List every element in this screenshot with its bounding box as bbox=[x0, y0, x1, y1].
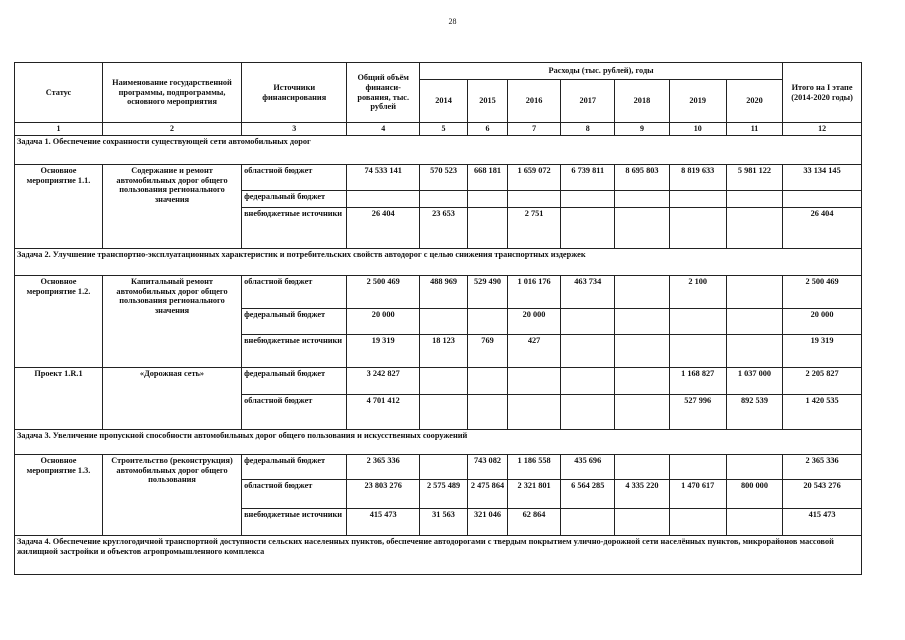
year-cell: 20 000 bbox=[507, 309, 560, 335]
funding-source: внебюджетные источники bbox=[242, 335, 347, 368]
year-cell: 463 734 bbox=[561, 276, 615, 309]
task-heading: Задача 3. Увеличение пропускной способности автомобильных дорог общего пользования и искусственных сооружений bbox=[15, 430, 862, 455]
year-cell: 31 563 bbox=[420, 509, 468, 536]
year-cell: 570 523 bbox=[420, 165, 468, 191]
stage-total-cell: 33 134 145 bbox=[783, 165, 862, 191]
header-year: 2015 bbox=[468, 80, 508, 123]
year-cell bbox=[669, 191, 726, 208]
row-status: Проект 1.R.1 bbox=[15, 368, 103, 430]
year-cell: 62 864 bbox=[507, 509, 560, 536]
year-cell bbox=[561, 395, 615, 430]
year-cell bbox=[669, 208, 726, 249]
task-heading: Задача 4. Обеспечение круглогодичной транспортной доступности сельских населенных пунктов, обеспечение автодорогами с твердым покрытием улично-дорожной сети населённых пунктов, микрорайонов массовой жилищной застройки и объектов агропромышленного комплекса bbox=[15, 536, 862, 575]
year-cell: 427 bbox=[507, 335, 560, 368]
total-cell bbox=[347, 191, 420, 208]
year-cell: 435 696 bbox=[561, 455, 615, 480]
budget-table bbox=[14, 62, 862, 575]
row-name: «Дорожная сеть» bbox=[102, 368, 241, 430]
year-cell bbox=[615, 309, 669, 335]
year-cell bbox=[507, 368, 560, 395]
year-cell bbox=[561, 309, 615, 335]
year-cell bbox=[561, 368, 615, 395]
stage-total-cell: 2 500 469 bbox=[783, 276, 862, 309]
year-cell bbox=[726, 276, 782, 309]
year-cell: 6 739 811 bbox=[561, 165, 615, 191]
stage-total-cell: 1 420 535 bbox=[783, 395, 862, 430]
header-status: Статус bbox=[15, 63, 103, 123]
total-cell: 4 701 412 bbox=[347, 395, 420, 430]
year-cell: 2 751 bbox=[507, 208, 560, 249]
header-year: 2020 bbox=[726, 80, 782, 123]
funding-source: федеральный бюджет bbox=[242, 191, 347, 208]
year-cell: 1 037 000 bbox=[726, 368, 782, 395]
year-cell bbox=[726, 309, 782, 335]
year-cell bbox=[420, 191, 468, 208]
stage-total-cell bbox=[783, 191, 862, 208]
year-cell bbox=[669, 455, 726, 480]
column-index: 7 bbox=[507, 123, 560, 136]
year-cell: 668 181 bbox=[468, 165, 508, 191]
header-year: 2019 bbox=[669, 80, 726, 123]
year-cell bbox=[468, 191, 508, 208]
year-cell: 1 168 827 bbox=[669, 368, 726, 395]
year-cell bbox=[615, 208, 669, 249]
row-name: Строительство (реконструкция) автомобильных дорог общего пользования bbox=[102, 455, 241, 536]
column-index: 1 bbox=[15, 123, 103, 136]
row-name: Капитальный ремонт автомобильных дорог общего пользования регионального значения bbox=[102, 276, 241, 368]
stage-total-cell: 26 404 bbox=[783, 208, 862, 249]
funding-source: областной бюджет bbox=[242, 395, 347, 430]
total-cell: 19 319 bbox=[347, 335, 420, 368]
year-cell: 321 046 bbox=[468, 509, 508, 536]
year-cell: 8 695 803 bbox=[615, 165, 669, 191]
year-cell bbox=[726, 335, 782, 368]
year-cell bbox=[726, 455, 782, 480]
row-name: Содержание и ремонт автомобильных дорог общего пользования регионального значения bbox=[102, 165, 241, 249]
year-cell bbox=[561, 509, 615, 536]
column-index: 8 bbox=[561, 123, 615, 136]
total-cell: 2 365 336 bbox=[347, 455, 420, 480]
stage-total-cell: 20 000 bbox=[783, 309, 862, 335]
funding-source: федеральный бюджет bbox=[242, 309, 347, 335]
header-expenses: Расходы (тыс. рублей), годы bbox=[420, 63, 783, 80]
header-stage-total: Итого на I этапе (2014-2020 годы) bbox=[783, 63, 862, 123]
year-cell bbox=[420, 395, 468, 430]
year-cell: 743 082 bbox=[468, 455, 508, 480]
total-cell: 74 533 141 bbox=[347, 165, 420, 191]
year-cell: 529 490 bbox=[468, 276, 508, 309]
year-cell: 800 000 bbox=[726, 480, 782, 509]
column-index: 5 bbox=[420, 123, 468, 136]
task-heading: Задача 2. Улучшение транспортно-эксплуатационных характеристик и потребительских свойств автодорог с целью снижения транспортных издержек bbox=[15, 249, 862, 276]
year-cell: 2 100 bbox=[669, 276, 726, 309]
header-name: Наименование государственной программы, подпрограммы, основного мероприятия bbox=[102, 63, 241, 123]
year-cell bbox=[561, 191, 615, 208]
year-cell bbox=[669, 509, 726, 536]
year-cell: 1 016 176 bbox=[507, 276, 560, 309]
funding-source: внебюджетные источники bbox=[242, 509, 347, 536]
year-cell: 892 539 bbox=[726, 395, 782, 430]
year-cell bbox=[468, 395, 508, 430]
page-number: 28 bbox=[448, 17, 457, 26]
row-status: Основное мероприятие 1.1. bbox=[15, 165, 103, 249]
year-cell bbox=[726, 191, 782, 208]
total-cell: 415 473 bbox=[347, 509, 420, 536]
stage-total-cell: 415 473 bbox=[783, 509, 862, 536]
header-total: Общий объём финанси-рования, тыс. рублей bbox=[347, 63, 420, 123]
header-sources: Источники финансирования bbox=[242, 63, 347, 123]
year-cell: 1 470 617 bbox=[669, 480, 726, 509]
year-cell bbox=[726, 509, 782, 536]
year-cell bbox=[507, 395, 560, 430]
year-cell: 1 186 558 bbox=[507, 455, 560, 480]
funding-source: федеральный бюджет bbox=[242, 455, 347, 480]
year-cell: 1 659 072 bbox=[507, 165, 560, 191]
stage-total-cell: 2 205 827 bbox=[783, 368, 862, 395]
task-heading: Задача 1. Обеспечение сохранности существующей сети автомобильных дорог bbox=[15, 136, 862, 165]
row-status: Основное мероприятие 1.3. bbox=[15, 455, 103, 536]
year-cell: 527 996 bbox=[669, 395, 726, 430]
year-cell bbox=[561, 208, 615, 249]
year-cell bbox=[615, 276, 669, 309]
year-cell bbox=[615, 191, 669, 208]
year-cell bbox=[615, 368, 669, 395]
year-cell bbox=[561, 335, 615, 368]
year-cell bbox=[726, 208, 782, 249]
stage-total-cell: 19 319 bbox=[783, 335, 862, 368]
year-cell bbox=[669, 309, 726, 335]
column-index: 2 bbox=[102, 123, 241, 136]
year-cell: 2 575 489 bbox=[420, 480, 468, 509]
year-cell bbox=[420, 455, 468, 480]
year-cell bbox=[420, 309, 468, 335]
funding-source: федеральный бюджет bbox=[242, 368, 347, 395]
year-cell bbox=[468, 368, 508, 395]
header-year: 2018 bbox=[615, 80, 669, 123]
total-cell: 26 404 bbox=[347, 208, 420, 249]
year-cell: 769 bbox=[468, 335, 508, 368]
total-cell: 20 000 bbox=[347, 309, 420, 335]
column-index: 12 bbox=[783, 123, 862, 136]
column-index: 3 bbox=[242, 123, 347, 136]
year-cell: 18 123 bbox=[420, 335, 468, 368]
total-cell: 23 803 276 bbox=[347, 480, 420, 509]
year-cell: 23 653 bbox=[420, 208, 468, 249]
year-cell bbox=[468, 309, 508, 335]
year-cell bbox=[615, 335, 669, 368]
year-cell bbox=[615, 509, 669, 536]
year-cell: 488 969 bbox=[420, 276, 468, 309]
total-cell: 2 500 469 bbox=[347, 276, 420, 309]
column-index: 6 bbox=[468, 123, 508, 136]
column-index: 10 bbox=[669, 123, 726, 136]
funding-source: областной бюджет bbox=[242, 276, 347, 309]
column-index: 9 bbox=[615, 123, 669, 136]
year-cell: 6 564 285 bbox=[561, 480, 615, 509]
year-cell: 4 335 220 bbox=[615, 480, 669, 509]
column-index: 11 bbox=[726, 123, 782, 136]
column-index: 4 bbox=[347, 123, 420, 136]
stage-total-cell: 2 365 336 bbox=[783, 455, 862, 480]
year-cell bbox=[615, 455, 669, 480]
year-cell bbox=[507, 191, 560, 208]
header-year: 2016 bbox=[507, 80, 560, 123]
total-cell: 3 242 827 bbox=[347, 368, 420, 395]
year-cell bbox=[420, 368, 468, 395]
funding-source: областной бюджет bbox=[242, 480, 347, 509]
year-cell: 5 981 122 bbox=[726, 165, 782, 191]
year-cell bbox=[615, 395, 669, 430]
year-cell bbox=[468, 208, 508, 249]
row-status: Основное мероприятие 1.2. bbox=[15, 276, 103, 368]
funding-source: внебюджетные источники bbox=[242, 208, 347, 249]
year-cell bbox=[669, 335, 726, 368]
stage-total-cell: 20 543 276 bbox=[783, 480, 862, 509]
funding-source: областной бюджет bbox=[242, 165, 347, 191]
header-year: 2014 bbox=[420, 80, 468, 123]
year-cell: 8 819 633 bbox=[669, 165, 726, 191]
header-year: 2017 bbox=[561, 80, 615, 123]
year-cell: 2 321 801 bbox=[507, 480, 560, 509]
year-cell: 2 475 864 bbox=[468, 480, 508, 509]
